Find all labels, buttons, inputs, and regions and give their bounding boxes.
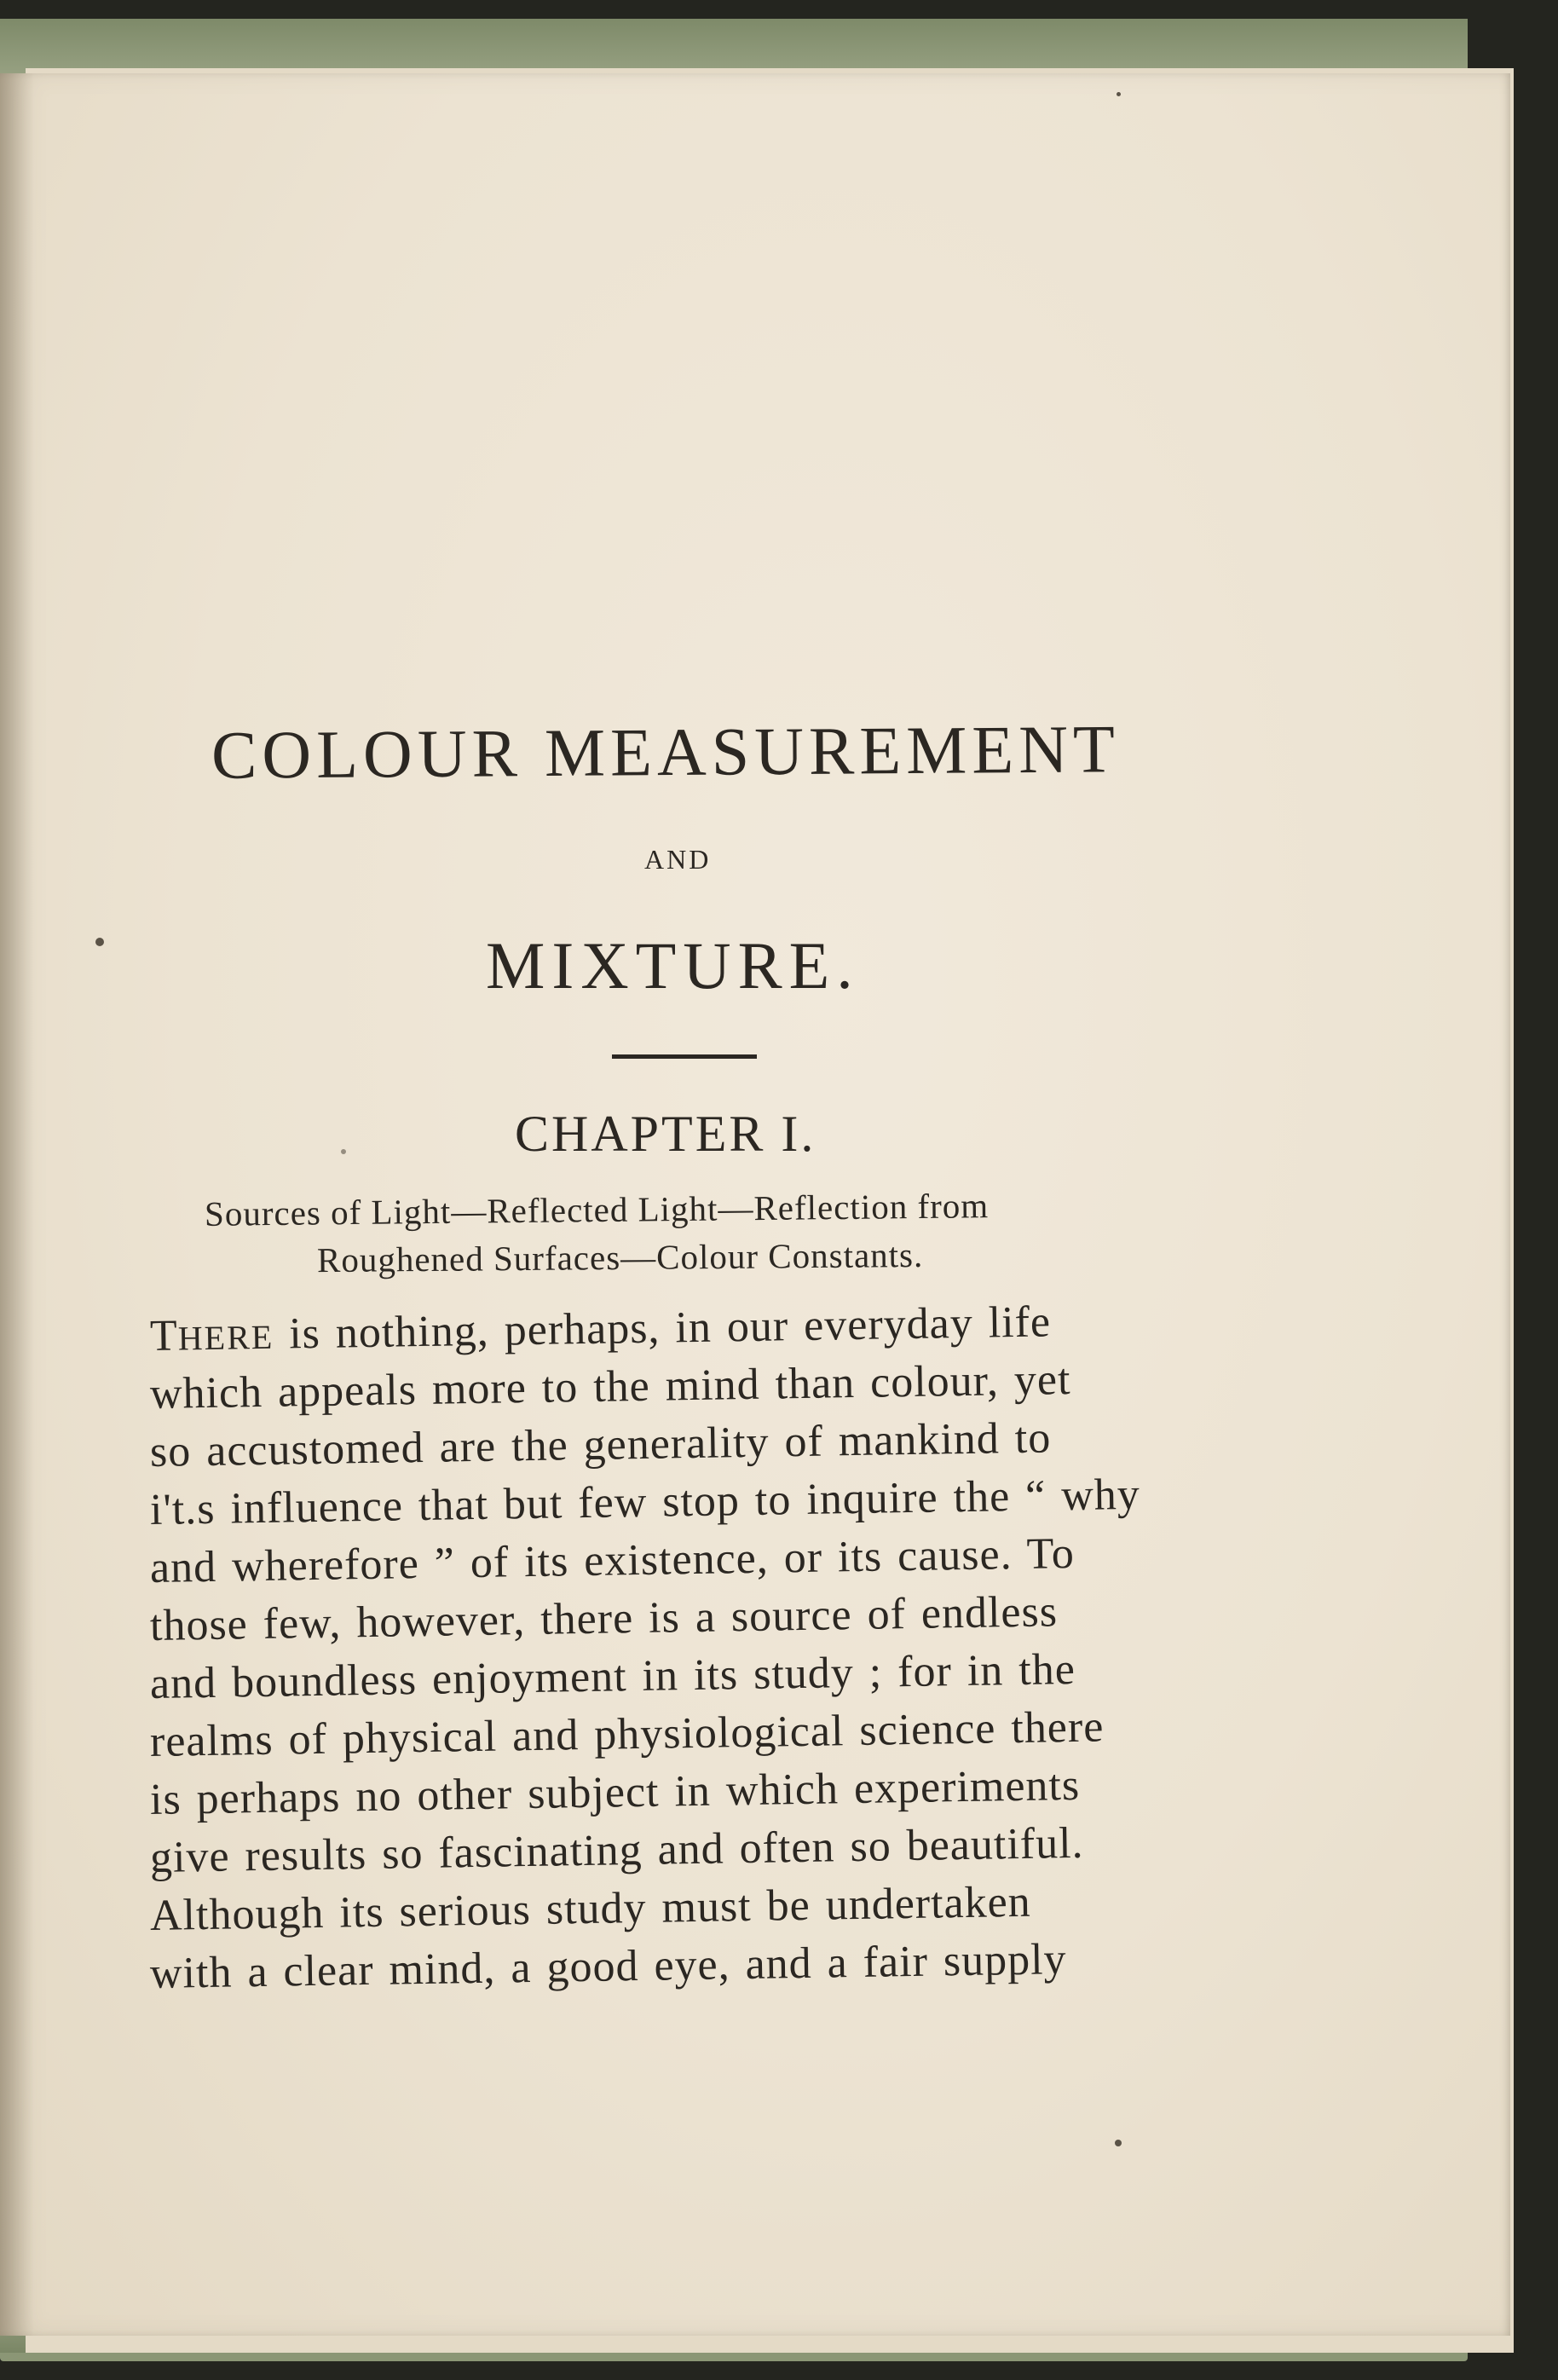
chapter-heading: CHAPTER I. (515, 1106, 817, 1162)
body-line: and wherefore ” of its existence, or its cause. To (149, 1528, 1076, 1592)
chapter-summary-line-1: Sources of Light—Reflected Light—Reflection from (204, 1186, 990, 1233)
body-line: realms of physical and physiological science there (149, 1702, 1105, 1766)
title-line-2: MIXTURE. (486, 928, 860, 1002)
title-conjunction: AND (644, 844, 712, 875)
drop-initial: T (149, 1311, 179, 1360)
body-line: i't.s influence that but few stop to inquire the “ why (149, 1470, 1141, 1534)
body-line-1-rest: is nothing, perhaps, in our everyday life (273, 1297, 1052, 1359)
title-line-1: COLOUR MEASUREMENT (211, 712, 1121, 794)
body-line: those few, however, there is a source of endless (149, 1587, 1059, 1650)
paper-speck (95, 938, 104, 946)
paper-speck (1115, 2140, 1122, 2146)
body-line: is perhaps no other subject in which experiments (149, 1760, 1081, 1824)
chapter-summary-line-2: Roughened Surfaces—Colour Constants. (316, 1234, 924, 1280)
body-line: and boundless enjoyment in its study ; for in the (149, 1644, 1076, 1708)
page-gutter (0, 73, 34, 2336)
title-rule (612, 1054, 757, 1059)
body-line: with a clear mind, a good eye, and a fair supply (149, 1935, 1067, 1998)
body-line: so accustomed are the generality of mankind to (149, 1413, 1052, 1476)
paper-speck (341, 1149, 346, 1154)
body-line: which appeals more to the mind than colour, yet (149, 1355, 1071, 1418)
small-caps-word: HERE (177, 1317, 274, 1358)
body-line: Although its serious study must be undertaken (149, 1877, 1032, 1940)
body-line: give results so fascinating and often so beautiful. (149, 1818, 1084, 1882)
paper-speck (1117, 92, 1121, 96)
